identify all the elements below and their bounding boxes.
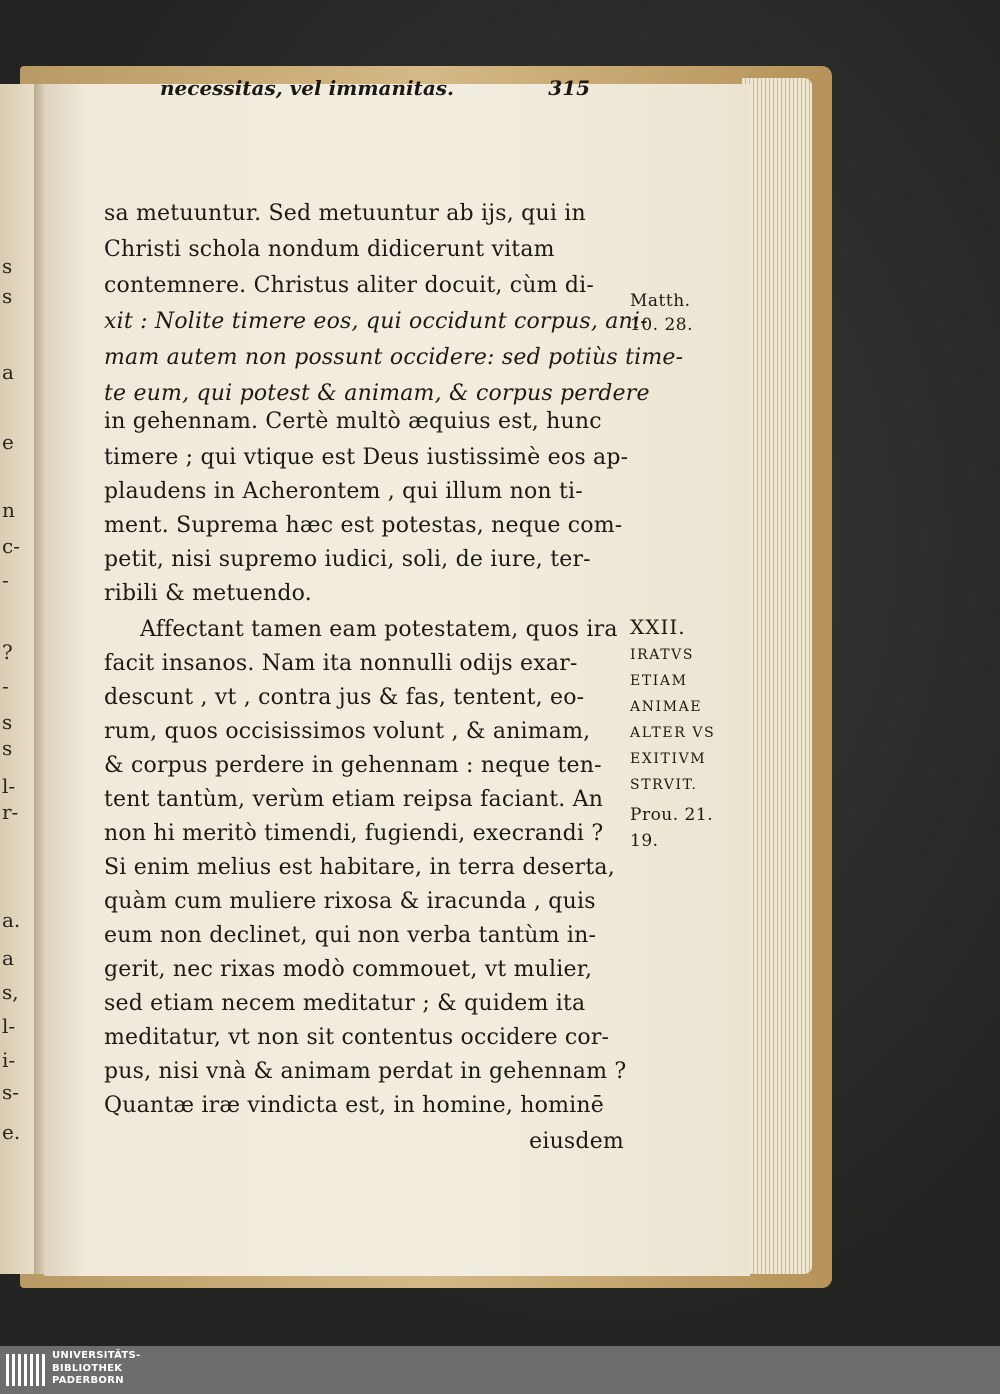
left-page-fragment: - [2,674,9,698]
logo-line: PADERBORN [52,1375,124,1386]
text-line: Christi schola nondum didicerunt vitam [104,237,555,262]
margin-note-line: IRATVS [630,647,695,663]
left-page-fragment: n [2,498,15,522]
text-line: mam autem non possunt occidere: sed potiùs time- [104,345,684,370]
text-line: non hi meritò timendi, fugiendi, execrandi ? [104,821,604,846]
text-line: gerit, nec rixas modò commouet, vt mulier, [104,957,593,982]
margin-reference: Prou. 21. [630,805,714,825]
left-page-fragment: c- [2,534,20,558]
margin-section-number: XXII. [630,615,686,639]
left-page-fragment: e. [2,1120,21,1144]
logo-line: UNIVERSITÄTS- [52,1350,141,1361]
text-line: pus, nisi vnà & animam perdat in gehennam ? [104,1059,627,1084]
left-page-fragment: s [2,254,13,278]
text-line: in gehennam. Certè multò æquius est, hunc [104,409,602,434]
text-line: quàm cum muliere rixosa & iracunda , quis [104,889,596,914]
library-logo-icon [4,1350,46,1390]
margin-reference: 19. [630,831,659,851]
left-page-fragment: - [2,568,9,592]
left-page-fragment: r- [2,800,19,824]
left-page-fragment: s [2,710,13,734]
left-page-fragment: s- [2,1080,20,1104]
page-edges [742,78,812,1274]
margin-note-line: ETIAM [630,673,688,689]
library-logo-text [52,1350,192,1388]
margin-note-line: EXITIVM [630,751,707,767]
text-line: Affectant tamen eam potestatem, quos ira [140,617,618,642]
text-line: eum non declinet, qui non verba tantùm in- [104,923,597,948]
left-page-fragment: l- [2,1014,16,1038]
text-line: rum, quos occisissimos volunt , & animam, [104,719,591,744]
left-page-fragment: a. [2,908,21,932]
text-line: sa metuuntur. Sed metuuntur ab ijs, qui in [104,201,586,226]
running-head [160,76,590,106]
text-line: facit insanos. Nam ita nonnulli odijs exar- [104,651,578,676]
left-page-fragment: ? [2,640,13,664]
left-page-fragment: s, [2,980,19,1004]
text-line: Quantæ iræ vindicta est, in homine, hominē [104,1093,604,1118]
left-page-fragment: a [2,360,14,384]
text-line: contemnere. Christus aliter docuit, cùm di- [104,273,595,298]
text-line: tent tantùm, verùm etiam reipsa faciant. An [104,787,604,812]
left-page-fragment: a [2,946,14,970]
text-line: meditatur, vt non sit contentus occidere cor- [104,1025,610,1050]
text-line: Si enim melius est habitare, in terra deserta, [104,855,615,880]
catchword: eiusdem [529,1129,624,1154]
text-line: & corpus perdere in gehennam : neque ten- [104,753,602,778]
text-line: ment. Suprema hæc est potestas, neque com- [104,513,623,538]
margin-reference: 10. 28. [630,315,693,335]
text-line: ribili & metuendo. [104,581,312,606]
text-line: sed etiam necem meditatur ; & quidem ita [104,991,586,1016]
text-line: timere ; qui vtique est Deus iustissimè eos ap- [104,445,629,470]
margin-note-line: ANIMAE [630,699,703,715]
running-title: necessitas, vel immanitas. [160,76,455,100]
left-page-fragment: e [2,430,14,454]
text-line: te eum, qui potest & animam, & corpus perdere [104,381,650,406]
logo-line: BIBLIOTHEK [52,1362,123,1374]
text-line: xit : Nolite timere eos, qui occidunt corpus, ani- [104,309,648,334]
left-page-fragment: s [2,736,13,760]
margin-note-line: ALTER VS [630,725,716,741]
text-line: petit, nisi supremo iudici, soli, de iure, ter- [104,547,591,572]
text-line: plaudens in Acherontem , qui illum non ti- [104,479,583,504]
left-page-fragment: l- [2,774,16,798]
page-number: 315 [548,76,590,100]
margin-note-line: STRVIT. [630,777,698,793]
text-line: descunt , vt , contra jus & fas, tentent, eo- [104,685,585,710]
left-page-fragment: s [2,284,13,308]
margin-reference: Matth. [630,291,691,311]
left-page-fragment: i- [2,1048,16,1072]
